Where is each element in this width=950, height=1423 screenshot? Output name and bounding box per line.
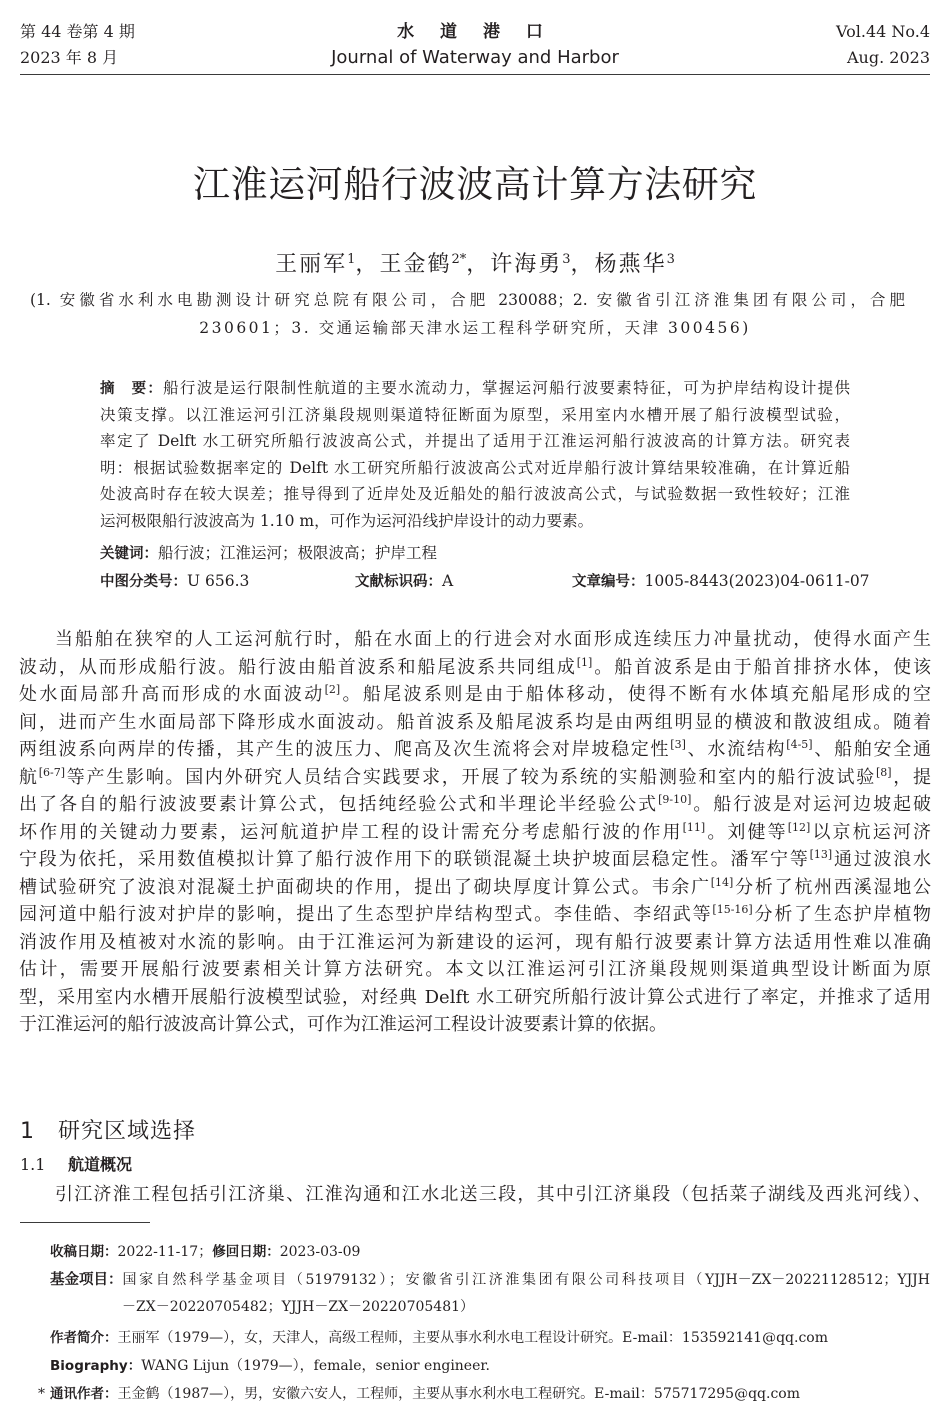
footnote-separator: ；	[198, 1244, 213, 1260]
body-text: 坏作用的关键动力要素，运河航道护岸工程的设计需充分考虑船行波的作用	[19, 821, 683, 843]
body-line	[19, 874, 931, 902]
corresponding-label: 通讯作者：	[50, 1386, 118, 1402]
citation-ref: [3]	[670, 738, 686, 752]
author-affiliation-mark: 1	[347, 251, 356, 267]
body-line: 引江济淮工程包括引江济巢、江淮沟通和江水北送三段，其中引江济巢段（包括菜子湖线及西兆河线）、	[55, 1184, 931, 1205]
author-separator: ，	[355, 252, 380, 277]
biography-value: WANG Lijun（1979—），female，senior engineer.	[141, 1358, 490, 1374]
document-code-value: A	[442, 572, 454, 590]
journal-name-cn: 水 道 港 口	[397, 22, 553, 42]
fund-value: 国家自然科学基金项目（51979132）；安徽省引江济淮集团有限公司科技项目（YJJH－ZX－20221128512；YJJH	[122, 1272, 930, 1288]
citation-ref: [8]	[875, 765, 892, 779]
body-line	[19, 846, 931, 874]
document-code-label: 文献标识码：	[355, 574, 442, 590]
body-text: 当船舶在狭窄的人工运河航行时，船在水面上的行进会对水面形成连续压力冲量扰动，使得水面产生	[55, 629, 931, 650]
keywords-value: 船行波；江淮运河；极限波高；护岸工程	[158, 544, 438, 562]
body-line	[19, 1011, 931, 1039]
body-text: 。船尾波系则是由于船体移动，使得不断有水体填充船尾形成的空	[340, 684, 931, 705]
clc-label: 中图分类号：	[100, 574, 187, 590]
section-title: 研究区域选择	[58, 1119, 197, 1144]
journal-name-en: Journal of Waterway and Harbor	[331, 47, 619, 68]
body-line	[19, 956, 931, 984]
citation-ref: [6-7]	[38, 765, 66, 779]
body-text: 、水流结构	[685, 739, 787, 760]
body-text: 槽试验研究了波浪对混凝土护面砌块的作用，提出了砌块厚度计算公式。韦余广	[19, 876, 711, 898]
footnote-divider	[20, 1222, 150, 1223]
bio-value: 王丽军（1979—），女，天津人，高级工程师，主要从事水利水电工程设计研究。E-mail：153592141@qq.com	[117, 1330, 828, 1346]
citation-ref: [2]	[324, 683, 341, 697]
abstract-line: 处波高时存在较大误差；推导得到了近岸处及近船处的船行波波高公式，与试验数据一致性较好；江淮	[100, 485, 850, 504]
body-text: 于江淮运河的船行波波高计算公式，可作为江淮运河工程设计波要素计算的依据。	[19, 1014, 667, 1035]
body-text: ，提	[891, 766, 931, 788]
body-line	[19, 984, 931, 1012]
subsection-title: 航道概况	[68, 1155, 133, 1174]
fund-value-continued: －ZX－20220705482；YJJH－ZX－20220705481）	[122, 1299, 475, 1315]
paper-title: 江淮运河船行波波高计算方法研究	[193, 163, 757, 206]
footnote-biography	[50, 1352, 490, 1380]
footnote-fund	[50, 1266, 930, 1294]
abstract-line: 决策支撑。以江淮运河引江济巢段规则渠道特征断面为原型，采用室内水槽开展了船行波模型试验，	[100, 405, 850, 424]
citation-ref: [11]	[682, 820, 706, 834]
received-date: 2022-11-17	[117, 1244, 199, 1260]
received-label: 收稿日期：	[50, 1244, 118, 1260]
abstract-line: 运河极限船行波波高为 1.10 m，可作为运河沿线护岸设计的动力要素。	[100, 511, 594, 530]
article-number	[572, 568, 870, 595]
author-name: 杨燕华	[594, 252, 667, 277]
keywords	[100, 540, 437, 567]
body-text: 以京杭运河济	[810, 821, 931, 843]
author-name: 王丽军	[275, 252, 348, 277]
body-text: 、船舶安全通	[812, 739, 931, 760]
article-number-value: 1005-8443(2023)04-0611-07	[644, 572, 870, 590]
body-text: 园河道中船行波对护岸的影响，提出了生态型护岸结构型式。李佳皓、李绍武等	[19, 904, 713, 925]
body-text: 波动，从而形成船行波。船行波由船首波系和船尾波系共同组成	[19, 656, 577, 678]
introduction-paragraph	[19, 626, 931, 1039]
body-text: 间，进而产生水面局部下降形成水面波动。船首波系及船尾波系均是由两组明显的横波和散波组成。随着	[19, 711, 931, 733]
citation-ref: [12]	[787, 820, 811, 834]
body-line	[19, 901, 931, 929]
footnote-dates	[50, 1238, 360, 1266]
affiliation-line: 230601；3. 交通运输部天津水运工程科学研究所，天津 300456)	[199, 319, 751, 337]
body-line	[19, 736, 931, 764]
citation-ref: [13]	[809, 848, 833, 862]
body-text: 。船首波系是由于船首排挤水体，使该	[592, 656, 931, 678]
body-text: 出了各自的船行波波要素计算公式，包括纯经验公式和半理论半经验公式	[19, 794, 659, 815]
citation-ref: [9-10]	[658, 793, 692, 807]
author-separator: ，	[466, 252, 491, 277]
fund-label: 基金项目：	[50, 1272, 123, 1288]
citation-ref: [4-5]	[786, 738, 813, 752]
body-text: 消波作用及植被对水流的影响。由于江淮运河为新建设的运河，现有船行波要素计算方法适用性难以准确	[19, 931, 931, 953]
body-text: 等产生影响。国内外研究人员结合实践要求，开展了较为系统的实船测验和室内的船行波试验	[65, 766, 876, 788]
document-code	[355, 568, 453, 595]
abstract-label: 摘 要：	[100, 381, 164, 397]
footnote-author-bio	[50, 1324, 828, 1352]
corresponding-value: 王金鹤（1987—），男，安徽六安人，工程师，主要从事水利水电工程研究。E-mail：575717295@qq.com	[117, 1386, 800, 1402]
body-text: 分析了生态护岸植物	[752, 904, 931, 925]
volume-issue-en: Vol.44 No.4	[836, 22, 930, 41]
author-affiliation-mark: 3	[666, 251, 675, 267]
section-number: 1	[20, 1119, 34, 1144]
author-list	[0, 250, 950, 280]
body-text: 。刘健等	[705, 821, 788, 843]
body-line	[19, 626, 931, 654]
body-line	[19, 791, 931, 819]
body-line	[19, 819, 931, 847]
affiliation-line: (1. 安徽省水利水电勘测设计研究总院有限公司，合肥 230088；2. 安徽省引江济淮集团有限公司，合肥	[30, 291, 905, 309]
citation-ref: [14]	[710, 875, 734, 889]
author-name: 王金鹤	[379, 252, 452, 277]
volume-issue: 第 44 卷第 4 期	[20, 22, 135, 41]
bio-label: 作者简介：	[50, 1330, 118, 1346]
footnote-corresponding-author	[50, 1380, 800, 1408]
revised-date: 2023-03-09	[279, 1244, 361, 1260]
body-text: 宁段为依托，采用数值模拟计算了船行波作用下的联锁混凝土块护坡面层稳定性。潘军宁等	[19, 849, 810, 870]
article-number-label: 文章编号：	[572, 574, 645, 590]
keywords-label: 关键词：	[100, 546, 158, 562]
issue-date-cn: 2023 年 8 月	[20, 48, 119, 67]
subsection-number: 1.1	[20, 1155, 46, 1174]
abstract-line	[100, 375, 850, 402]
abstract-text: 船行波是运行限制性航道的主要水流动力，掌握运河船行波要素特征，可为护岸结构设计提供	[163, 379, 850, 397]
body-text: 。船行波是对运河边坡起破	[691, 794, 931, 815]
section-paragraph	[19, 1181, 931, 1209]
body-text: 两组波系向两岸的传播，其产生的波压力、爬高及次生流将会对岸坡稳定性	[19, 739, 671, 760]
body-line	[19, 681, 931, 709]
body-line	[19, 709, 931, 737]
issue-date-en: Aug. 2023	[847, 48, 930, 67]
body-line	[19, 929, 931, 957]
author-name: 许海勇	[490, 252, 563, 277]
abstract	[100, 375, 850, 535]
citation-ref: [15-16]	[712, 903, 753, 917]
author-separator: ，	[570, 252, 595, 277]
body-text: 通过波浪水	[832, 849, 931, 870]
citation-ref: [1]	[576, 655, 593, 669]
body-text: 分析了杭州西溪湿地公	[733, 876, 931, 898]
body-text: 估计，需要开展船行波要素相关计算方法研究。本文以江淮运河引江济巢段规则渠道典型设计断面为原	[19, 959, 931, 980]
revised-label: 修回日期：	[212, 1244, 280, 1260]
author-affiliation-mark: 3	[562, 251, 571, 267]
biography-label: Biography：	[50, 1358, 142, 1374]
clc-number	[100, 568, 249, 595]
abstract-line: 明：根据试验数据率定的 Delft 水工研究所船行波波高公式对近岸船行波计算结果较准确，在计算近船	[100, 458, 850, 477]
body-line	[19, 654, 931, 682]
body-line	[19, 764, 931, 792]
clc-value: U 656.3	[187, 572, 250, 590]
header-divider	[20, 74, 930, 75]
body-text: 型，采用室内水槽开展船行波模型试验，对经典 Delft 水工研究所船行波计算公式进行了率定，并推求了适用	[19, 986, 931, 1008]
corresponding-author-mark: *	[38, 1386, 45, 1402]
body-text: 航	[19, 766, 39, 788]
body-text: 处水面局部升高而形成的水面波动	[19, 684, 325, 705]
author-affiliation-mark: 2*	[451, 251, 467, 267]
abstract-line: 率定了 Delft 水工研究所船行波波高公式，并提出了适用于江淮运河船行波波高的计算方法。研究表	[100, 432, 850, 451]
